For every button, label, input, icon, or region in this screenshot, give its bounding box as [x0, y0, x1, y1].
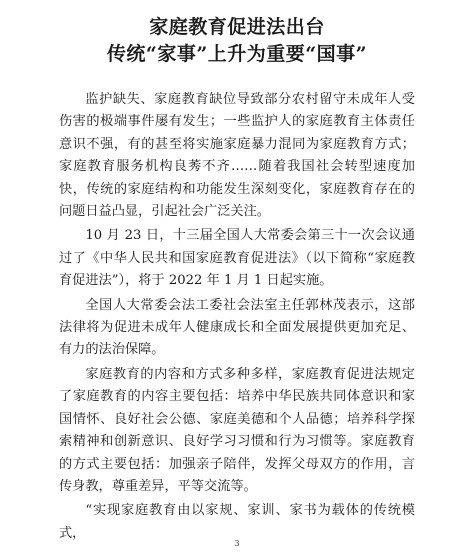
article-body	[59, 89, 415, 545]
title-line-1: 家庭教育促进法出台	[149, 16, 325, 38]
paragraph-1: 监护缺失、家庭教育缺位导致部分农村留守未成年人受伤害的极端事件屡有发生；一些监护人的家庭教育主体责任意识不强，有的甚至将实施家庭暴力混同为家庭教育方式；家庭教育服务机构良莠不齐……随着我国社会转型速度加快，传统的家庭结构和功能发生深刻变化，家庭教育存在的问题日益凸显，引起社会广泛关注。	[59, 92, 415, 220]
paragraph-4: 家庭教育的内容和方式多种多样，家庭教育促进法规定了家庭教育的内容主要包括：培养中华民族共同体意识和家国情怀、良好社会公德、家庭美德和个人品德；培养科学探索精神和创新意识、良好学习习惯和行为习惯等。家庭教育的方式主要包括：加强亲子陪伴，发挥父母双方的作用，言传身教，尊重差异，平等交流等。	[59, 366, 415, 494]
page-number: 3	[234, 539, 240, 548]
title-line-2: 传统“家事”上升为重要“国事”	[106, 43, 368, 65]
paragraph-5: “实现家庭教育由以家规、家训、家书为载体的传统模式，	[59, 503, 415, 541]
paragraph-3: 全国人大常委会法工委社会法室主任郭林茂表示，这部法律将为促进未成年人健康成长和全面发展提供更加充足、有力的法治保障。	[59, 297, 415, 358]
article-title	[0, 14, 474, 68]
paragraph-2: 10 月 23 日，十三届全国人大常委会第三十一次会议通过了《中华人民共和国家庭教育促进法》（以下简称“家庭教育促进法”），将于 2022 年 1 月 1 日起实施。	[59, 228, 415, 289]
